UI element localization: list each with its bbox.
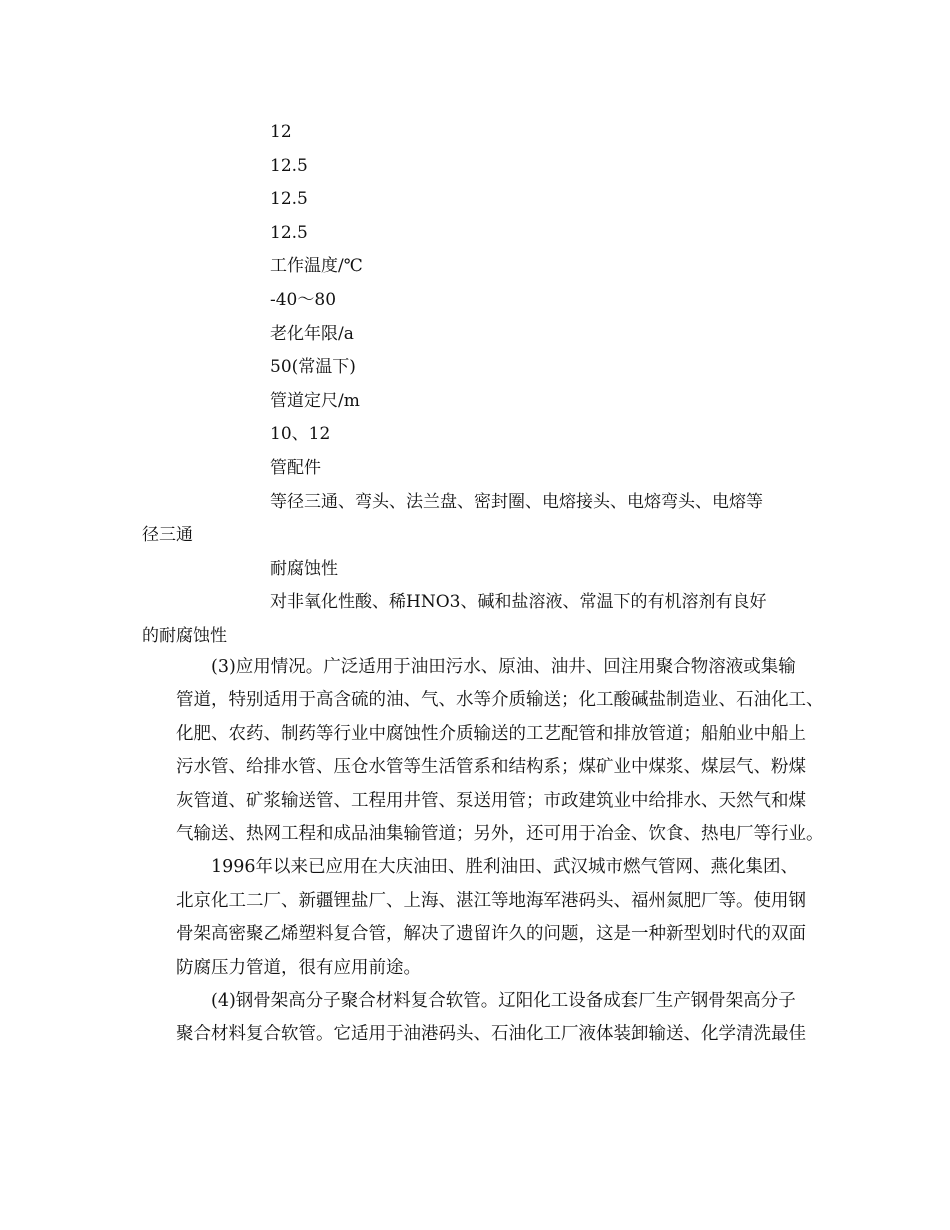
table-line: 12.5 [270,222,308,243]
table-line: 老化年限/a [270,323,354,344]
table-line: 管配件 [270,457,321,478]
table-line: 等径三通、弯头、法兰盘、密封圈、电熔接头、电熔弯头、电熔等 [270,491,763,512]
text-line: 北京化工二厂、新疆锂盐厂、上海、湛江等地海军港码头、福州氮肥厂等。使用钢 [176,890,806,911]
text-line: 灰管道、矿浆输送管、工程用井管、泵送用管；市政建筑业中给排水、天然气和煤 [176,790,806,811]
paragraph-application [141,651,824,851]
table-line: 10、12 [270,424,331,445]
text-line: 污水管、给排水管、压仓水管等生活管系和结构系；煤矿业中煤浆、煤层气、粉煤 [176,757,806,778]
table-line: 50(常温下) [270,357,356,378]
table-line: 工作温度/℃ [270,256,363,277]
table-line: -40～80 [270,289,337,310]
text-line: (3)应用情况。广泛适用于油田污水、原油、油井、回注用聚合物溶液或集输 [211,657,796,677]
table-line-continuation: 径三通 [142,525,193,546]
table-line: 耐腐蚀性 [270,558,338,579]
paragraph-soft-hose [141,985,811,1052]
text-line: 1996年以来已应用在大庆油田、胜利油田、武汉城市燃气管网、燕化集团、 [211,857,799,878]
text-line: 化肥、农药、制药等行业中腐蚀性介质输送的工艺配管和排放管道；船舶业中船上 [176,723,806,744]
table-line-continuation: 的耐腐蚀性 [142,625,227,646]
table-line: 对非氧化性酸、稀HNO3、碱和盐溶液、常温下的有机溶剂有良好 [270,592,767,613]
text-line: (4)钢骨架高分子聚合材料复合软管。辽阳化工设备成套厂生产钢骨架高分子 [211,991,796,1012]
table-line: 12 [270,122,292,142]
text-line: 管道，特别适用于高含硫的油、气、水等介质输送；化工酸碱盐制造业、石油化工、 [176,690,824,711]
text-line: 聚合材料复合软管。它适用于油港码头、石油化工厂液体装卸输送、化学清洗最佳 [176,1024,806,1045]
body-text [141,651,824,1052]
spec-table-lines [142,116,830,654]
text-line: 气输送、热网工程和成品油集输管道；另外，还可用于冶金、饮食、热电厂等行业。 [176,824,824,845]
text-line: 骨架高密聚乙烯塑料复合管，解决了遗留许久的问题，这是一种新型划时代的双面 [176,924,806,945]
table-line: 12.5 [270,189,308,210]
table-line: 管道定尺/m [270,390,360,411]
paragraph-history [141,851,811,985]
table-line: 12.5 [270,155,308,176]
text-line: 防腐压力管道，很有应用前途。 [176,957,421,978]
